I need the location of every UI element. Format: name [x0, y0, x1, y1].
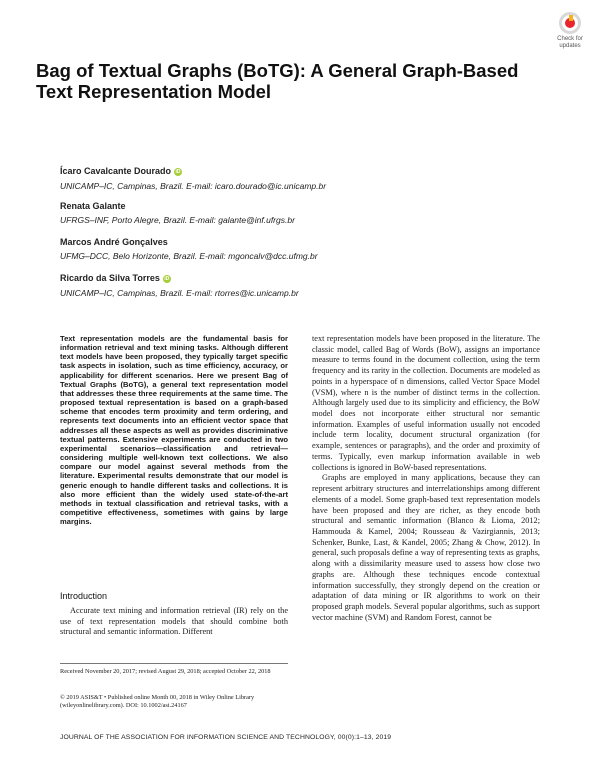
crossmark-icon	[559, 12, 581, 34]
author-name-4: Ricardo da Silva Torres iD	[60, 273, 170, 283]
author-affiliation-3: UFMG–DCC, Belo Horizonte, Brazil. E-mail: mgoncalv@dcc.ufmg.br	[60, 251, 318, 261]
orcid-icon[interactable]: iD	[164, 276, 170, 282]
footnote-copyright: © 2019 ASIS&T • Published online Month 00, 2018 in Wiley Online Library (wileyonlinelibrary.com). DOI: 10.1002/asi.24167	[60, 694, 255, 709]
section-heading-introduction: Introduction	[60, 591, 108, 601]
check-for-updates-badge[interactable]	[552, 12, 588, 50]
author-name-3: Marcos André Gonçalves	[60, 237, 168, 247]
body-column-right	[312, 334, 540, 623]
author-affiliation-1: UNICAMP–IC, Campinas, Brazil. E-mail: icaro.dourado@ic.unicamp.br	[60, 181, 327, 191]
footnote-received: Received November 20, 2017; revised August 29, 2018; accepted October 22, 2018	[60, 668, 271, 675]
orcid-icon[interactable]: iD	[175, 169, 181, 175]
journal-footer: JOURNAL OF THE ASSOCIATION FOR INFORMATION SCIENCE AND TECHNOLOGY, 00(0):1–13, 2019	[60, 734, 392, 741]
body-paragraph-2: Graphs are employed in many applications, because they can represent arbitrary structures and interrelationships among different elements of a model. Some graph-based text representation models have been proposed and they are richer, as they encode both structural and semantic information (Blanco & Lioma, 2012; Hammouda & Kamel, 2004; Rousseau & Vazirgiannis, 2013; Schenker, Bunke, Last, & Kandel, 2005; Zhang & Chow, 2012). In general, such proposals define a way of representing texts as graphs, along with a dissimilarity measure used to assess how close two graphs are. Although these techniques encode contextual information successfully, they strongly depend on the creation or adaptation of data mining or IR algorithms to work on their proposed graph models. Several popular algorithms, such as support vector machine (SVM) and Random Forest, cannot be	[312, 473, 540, 622]
intro-paragraph: Accurate text mining and information retrieval (IR) rely on the use of text representation models that should combine both structural and semantic information. Different	[60, 606, 288, 637]
author-name-2: Renata Galante	[60, 201, 126, 211]
badge-label-line1: Check for	[557, 36, 583, 42]
author-affiliation-2: UFRGS–INF, Porto Alegre, Brazil. E-mail: galante@inf.ufrgs.br	[60, 215, 295, 225]
abstract: Text representation models are the fundamental basis for information retrieval and text mining tasks. Although different text models have been proposed, they typically target specific task aspects in isolation, such as time efficiency, accuracy, or applicability for different scenarios. Here we present Bag of Textual Graphs (BoTG), a general text representation model that addresses these three requirements at the same time. The proposed textual representation is based on a graph-based scheme that encodes term proximity and term ordering, and represents text documents into an efficient vector space that addresses all these aspects as well as provides discriminative textual patterns. Extensive experiments are conducted in two experimental scenarios—classification and retrieval—considering multiple well-known text collections. We also compare our model against several methods from the literature. Experimental results demonstrate that our model is generic enough to handle different tasks and collections. It is also more efficient than the widely used state-of-the-art methods in textual classification and retrieval tasks, with a competitive effectiveness, sometimes with gains by large margins.	[60, 334, 288, 527]
paper-title: Bag of Textual Graphs (BoTG): A General Graph-Based Text Representation Model	[36, 60, 519, 102]
author-name-1: Ícaro Cavalcante Dourado iD	[60, 166, 181, 176]
footnote-divider	[60, 663, 288, 664]
body-paragraph-1: text representation models have been proposed in the literature. The classic model, called Bag of Words (BoW), assigns an importance measure to terms found in the document collection, using the term frequency and its rarity in the collection. Documents are modeled as points in a hyperspace of n dimensions, called Vector Space Model (VSM), where n is the number of distinct terms in the collection. Although largely used due to its simplicity and efficiency, the BoW model does not incorporate either structural nor semantic information. Examples of useful information usually not encoded include term locality, document structural organization (for example, sentences or paragraphs), and the order and proximity of terms. Typically, even markup information available in web collections is ignored in BoW-based representations.	[312, 334, 540, 472]
author-affiliation-4: UNICAMP–IC, Campinas, Brazil. E-mail: rtorres@ic.unicamp.br	[60, 288, 299, 298]
badge-label-line2: updates	[559, 43, 581, 49]
